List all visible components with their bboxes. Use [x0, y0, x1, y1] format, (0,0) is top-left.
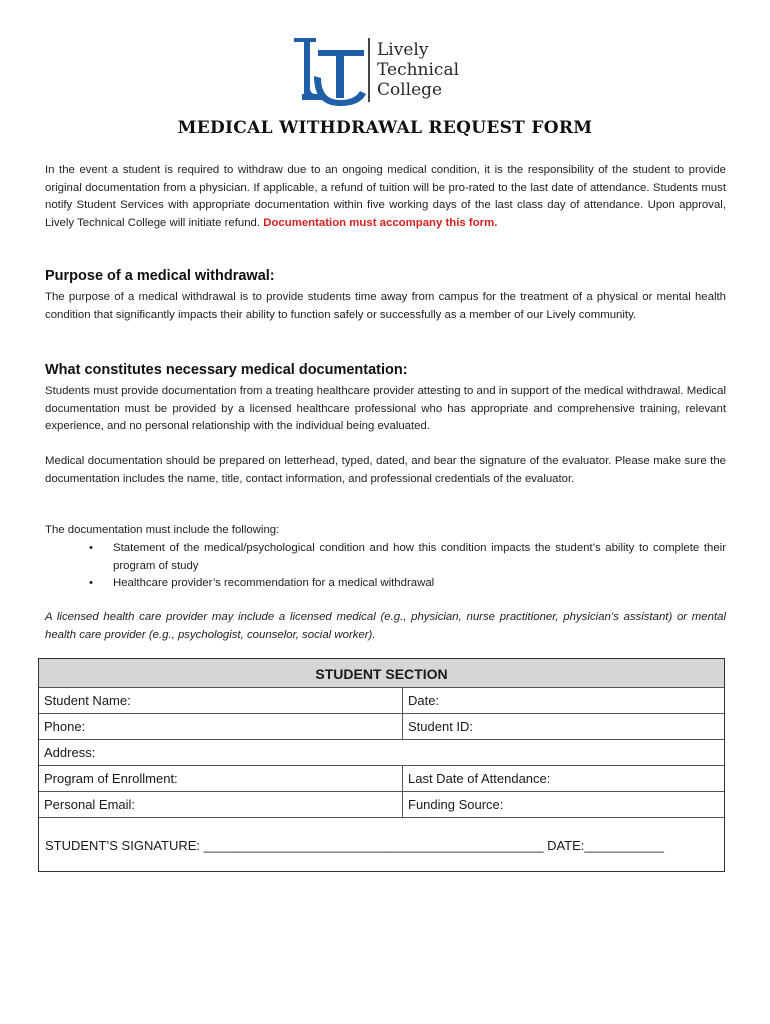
intro-text: In the event a student is required to withdraw due to an ongoing medical condition, it is the responsibility of the student to provide original documentation from a physician. If applicable, a refund of tuition will be pro-rated to the last date of attendance. Students must notify Student Services with appropriate documentation within five working days of the last class day of attendance. Upon approval, Lively Technical College will initiate refund. [45, 164, 726, 229]
form-row [39, 792, 724, 818]
intro-paragraph [45, 162, 726, 232]
student-section-form [38, 658, 725, 872]
logo-line-3: College [377, 80, 443, 100]
ltc-logo-icon [292, 36, 382, 108]
logo-line-2: Technical [377, 60, 460, 80]
funding-field[interactable]: Funding Source: [408, 797, 504, 812]
documentation-heading: What constitutes necessary medical documentation: [45, 362, 408, 378]
signature-line[interactable]: STUDENT’S SIGNATURE: _______________________________________________ DATE:___________ [45, 838, 664, 853]
documentation-list [89, 540, 726, 593]
logo-line-1: Lively [377, 40, 429, 60]
list-item: • Statement of the medical/psychological condition and how this condition impacts the student’s ability to complete their program of study [89, 540, 726, 575]
intro-emphasis: Documentation must accompany this form. [263, 216, 498, 229]
date-field[interactable]: Date: [408, 693, 440, 708]
purpose-heading: Purpose of a medical withdrawal: [45, 268, 275, 284]
documentation-paragraph-3: The documentation must include the following: [45, 524, 280, 536]
student-id-field[interactable]: Student ID: [408, 719, 474, 734]
form-row [39, 766, 724, 792]
phone-field[interactable]: Phone: [39, 714, 403, 739]
purpose-paragraph: The purpose of a medical withdrawal is to provide students time away from campus for the treatment of a physical or mental health condition that significantly impacts their ability to function safely or successfully as a member of our Lively community. [45, 291, 726, 321]
documentation-paragraph-2: Medical documentation should be prepared on letterhead, typed, dated, and bear the signature of the evaluator. Please make sure the documentation includes the name, title, contact information, and professional credentials of the evaluator. [45, 455, 726, 485]
email-field[interactable]: Personal Email: [39, 792, 403, 817]
address-field[interactable]: Address: [44, 745, 96, 760]
documentation-paragraph-1: Students must provide documentation from a treating healthcare provider attesting to and in support of the medical withdrawal. Medical documentation must be provided by a licensed healthcare professional who has appropriate and comprehensive training, relevant experience, and no personal relationship with the individual being evaluated. [45, 385, 726, 433]
program-field[interactable]: Program of Enrollment: [39, 766, 403, 791]
college-name [377, 40, 459, 100]
last-date-field[interactable]: Last Date of Attendance: [408, 771, 551, 786]
form-row [39, 740, 724, 766]
provider-note: A licensed health care provider may include a licensed medical (e.g., physician, nurse practitioner, physician’s assistant) or mental health care provider (e.g., psychologist, counselor, social worker). [45, 611, 726, 641]
student-section-heading: STUDENT SECTION [39, 659, 724, 688]
form-row [39, 714, 724, 740]
student-name-field[interactable]: Student Name: [39, 688, 403, 713]
form-row [39, 688, 724, 714]
list-item: • Healthcare provider’s recommendation for a medical withdrawal [89, 575, 726, 593]
form-title: MEDICAL WITHDRAWAL REQUEST FORM [177, 118, 593, 138]
